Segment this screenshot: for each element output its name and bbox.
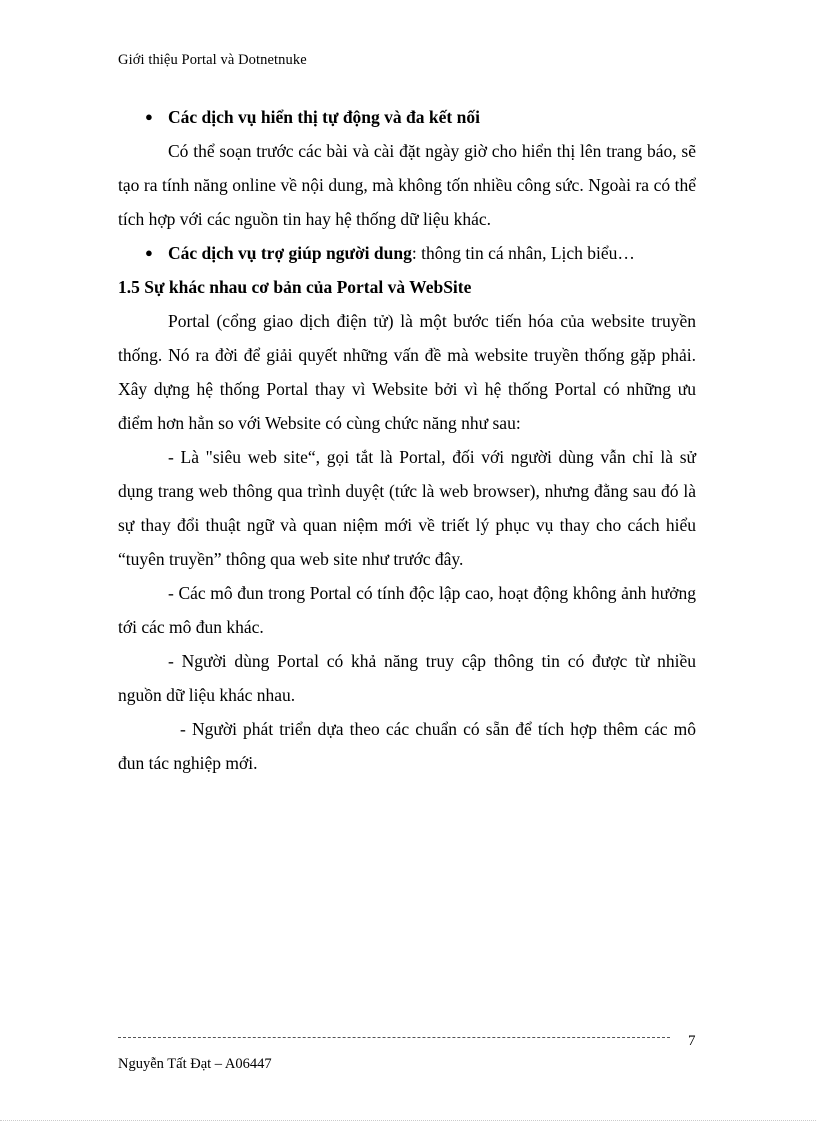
section-heading: 1.5 Sự khác nhau cơ bản của Portal và WebSite — [118, 277, 472, 297]
bullet-description: : thông tin cá nhân, Lịch biểu… — [411, 243, 635, 263]
bullet-dot-icon: ● — [145, 245, 153, 260]
page-number: 7 — [688, 1033, 696, 1049]
bullet-title: Các dịch vụ hiển thị tự động và đa kết nối — [168, 107, 480, 127]
footer-author: Nguyễn Tất Đạt – A06447 — [118, 1056, 272, 1072]
page-bottom-border — [0, 1120, 816, 1121]
bullet-dot-icon: ● — [145, 109, 153, 124]
bullet-user-support-services — [118, 236, 696, 270]
footer-divider — [118, 1037, 670, 1038]
page-header: Giới thiệu Portal và Dotnetnuke — [118, 52, 307, 68]
paragraph-portal-intro: Portal (cổng giao dịch điện tử) là một bước tiến hóa của website truyền thống. Nó ra đời để giải quyết những vấn đề mà website truyền thống gặp phải. Xây dựng hệ thống Portal thay vì Website bởi vì hệ thống Portal có những ưu điểm hơn hẳn so với Website có cùng chức năng như sau: — [118, 311, 696, 433]
document-body — [118, 100, 696, 780]
bullet-auto-display-services — [118, 100, 696, 134]
point-item: - Các mô đun trong Portal có tính độc lập cao, hoạt động không ảnh hưởng tới các mô đun khác. — [118, 583, 696, 637]
bullet-title: Các dịch vụ trợ giúp người dung — [168, 243, 412, 263]
point-item: - Là "siêu web site“, gọi tắt là Portal, đối với người dùng vẫn chỉ là sử dụng trang web thông qua trình duyệt (tức là web browser), nhưng đằng sau đó là sự thay đổi thuật ngữ và quan niệm mới về triết lý phục vụ thay cho cách hiểu “tuyên truyền” thông qua web site như trước đây. — [118, 447, 696, 569]
point-item: - Người phát triển dựa theo các chuẩn có sẵn để tích hợp thêm các mô đun tác nghiệp mới. — [118, 719, 696, 773]
paragraph-auto-display: Có thể soạn trước các bài và cài đặt ngày giờ cho hiển thị lên trang báo, sẽ tạo ra tính năng online về nội dung, mà không tốn nhiều công sức. Ngoài ra có thể tích hợp với các nguồn tin hay hệ thống dữ liệu khác. — [118, 141, 696, 229]
point-item: - Người dùng Portal có khả năng truy cập thông tin có được từ nhiều nguồn dữ liệu khác nhau. — [118, 651, 696, 705]
